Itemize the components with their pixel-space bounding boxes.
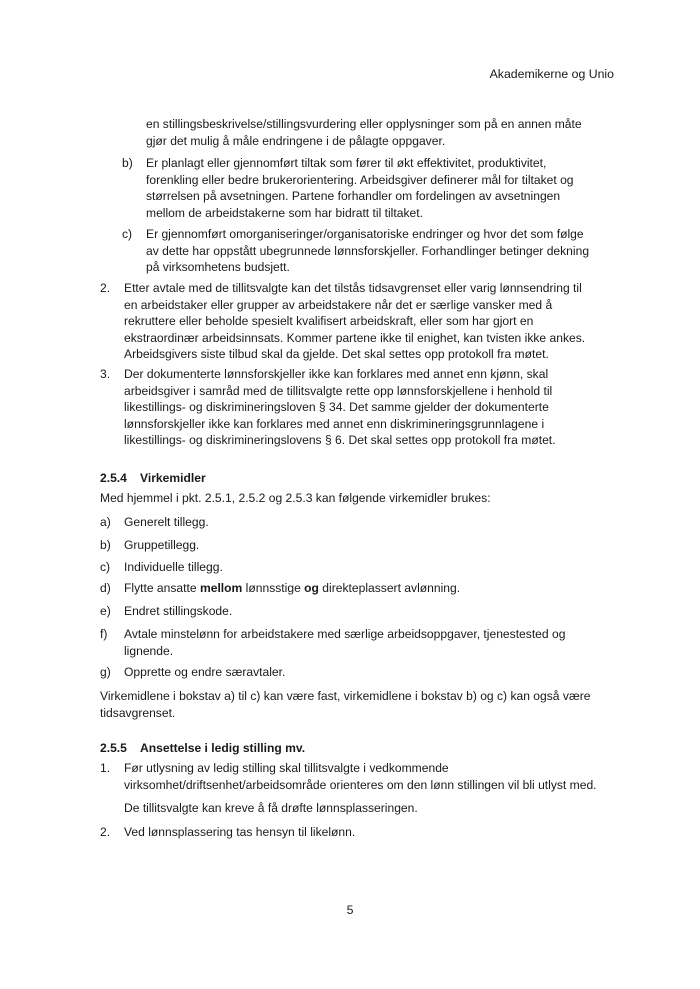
text-line: likestillings- og diskrimineringsloven § 34. Det samme gjelder der dokumenterte: [124, 400, 549, 414]
list-marker: 3.: [100, 367, 111, 381]
text-line: arbeidsgiver i samråd med de tillitsvalgte rette opp lønnsforskjellene i henhold til: [124, 383, 553, 398]
numbered-item-2: [0, 280, 700, 363]
list-text: Generelt tillegg.: [124, 515, 209, 529]
list-marker: e): [100, 604, 111, 618]
employment-item-1-note: [0, 800, 700, 817]
list-marker: g): [100, 665, 111, 679]
list-marker: 2.: [100, 281, 111, 295]
sub-list-item-b: [0, 155, 700, 221]
list-text: Gruppetillegg.: [124, 538, 200, 552]
text-line: ekstraordinær arbeidsinnsats. Kommer partene ikke til enighet, kan tvisten ikke ankes.: [124, 330, 586, 345]
text-line: Avtale minstelønn for arbeidstakere med særlige arbeidsoppgaver, tjenestested og: [124, 627, 566, 641]
measures-item-f: [0, 626, 700, 659]
list-marker: d): [100, 581, 111, 595]
bold-run: mellom: [199, 581, 243, 595]
text-line: Med hjemmel i pkt. 2.5.1, 2.5.2 og 2.5.3 kan følgende virkemidler brukes:: [100, 491, 491, 505]
list-marker: c): [122, 227, 133, 241]
text-line: på virksomhetens budsjett.: [146, 260, 290, 274]
text-line: en stillingsbeskrivelse/stillingsvurdering eller opplysninger som på en annen måte: [146, 117, 582, 131]
text-line: Der dokumenterte lønnsforskjeller ikke kan forklares med annet enn kjønn, skal: [124, 367, 549, 381]
text-line: av dette har oppstått ubegrunnede lønnsforskjeller. Forhandlinger betinger dekning: [146, 243, 590, 258]
list-text: Endret stillingskode.: [124, 604, 233, 618]
text-run: direkteplassert avlønning.: [318, 581, 461, 595]
text-line: størrelsen på avsetningen. Partene forhandler om fordelingen av avsetningen: [146, 189, 561, 203]
text-line: Ved lønnsplassering tas hensyn til likelønn.: [124, 825, 356, 839]
list-marker: b): [100, 538, 111, 552]
list-text: [124, 580, 460, 597]
numbered-item-3: [0, 366, 700, 449]
text-line: Er planlagt eller gjennomført tiltak som fører til økt effektivitet, produktivitet,: [146, 156, 547, 170]
section-number: 2.5.4: [100, 471, 127, 485]
sub-list-item-c: [0, 226, 700, 276]
section-closing-paragraph: [0, 688, 700, 721]
text-line: likestillings- og diskrimineringslovens § 6. Det skal settes opp protokoll fra møtet.: [124, 433, 556, 447]
text-line: en arbeidstaker eller grupper av arbeidstakere når det er særlige vansker med å: [124, 297, 553, 312]
text-run: Flytte ansatte: [124, 581, 200, 595]
bold-run: og: [304, 581, 319, 595]
text-line: rekruttere eller beholde spesielt kvalifisert arbeidskraft, eller som har gjort en: [124, 314, 534, 328]
text-line: gjør det mulig å måle endringene i de pålagte oppgaver.: [146, 133, 446, 148]
list-marker: c): [100, 560, 111, 574]
list-marker: b): [122, 156, 133, 170]
running-header: Akademikerne og Unio: [489, 67, 614, 81]
text-line: De tillitsvalgte kan kreve å få drøfte lønnsplasseringen.: [124, 801, 418, 815]
text-line: virksomhet/driftsenhet/arbeidsområde orienteres om den lønn stillingen vil bli utlyst med.: [124, 777, 597, 792]
list-marker: f): [100, 627, 108, 641]
list-marker: 1.: [100, 761, 111, 775]
text-line: forenkling eller bedre brukerorientering. Arbeidsgiver definerer mål for tiltaket og: [146, 172, 574, 187]
continuation-paragraph: [0, 116, 700, 149]
text-line: Etter avtale med de tillitsvalgte kan det tilstås tidsavgrenset eller varig lønnsendring til: [124, 281, 582, 295]
section-number: 2.5.5: [100, 741, 127, 755]
text-line: Arbeidsgivers siste tilbud skal da gjelde. Det skal settes opp protokoll fra møtet.: [124, 347, 549, 361]
section-intro: [0, 490, 700, 507]
text-line: lignende.: [124, 643, 174, 658]
employment-item-2: [0, 824, 700, 841]
text-line: Før utlysning av ledig stilling skal tillitsvalgte i vedkommende: [124, 761, 449, 775]
text-line: Er gjennomført omorganiseringer/organisatoriske endringer og hvor det som følge: [146, 227, 584, 241]
list-marker: 2.: [100, 825, 111, 839]
list-text: Individuelle tillegg.: [124, 560, 223, 574]
text-run: lønnsstige: [242, 581, 305, 595]
section-title: Ansettelse i ledig stilling mv.: [140, 741, 306, 755]
text-line: Virkemidlene i bokstav a) til c) kan være fast, virkemidlene i bokstav b) og c) kan også være: [100, 689, 591, 703]
page-number: 5: [346, 903, 354, 917]
employment-item-1: [0, 760, 700, 793]
section-title: Virkemidler: [140, 471, 206, 485]
text-line: lønnsforskjeller ikke kan forklares med annet enn diskrimineringsgrunnlagene i: [124, 416, 545, 431]
list-marker: a): [100, 515, 111, 529]
text-line: tidsavgrenset.: [100, 705, 176, 720]
text-line: mellom de arbeidstakerne som har bidratt til tiltaket.: [146, 205, 423, 220]
list-text: Opprette og endre særavtaler.: [124, 665, 286, 679]
